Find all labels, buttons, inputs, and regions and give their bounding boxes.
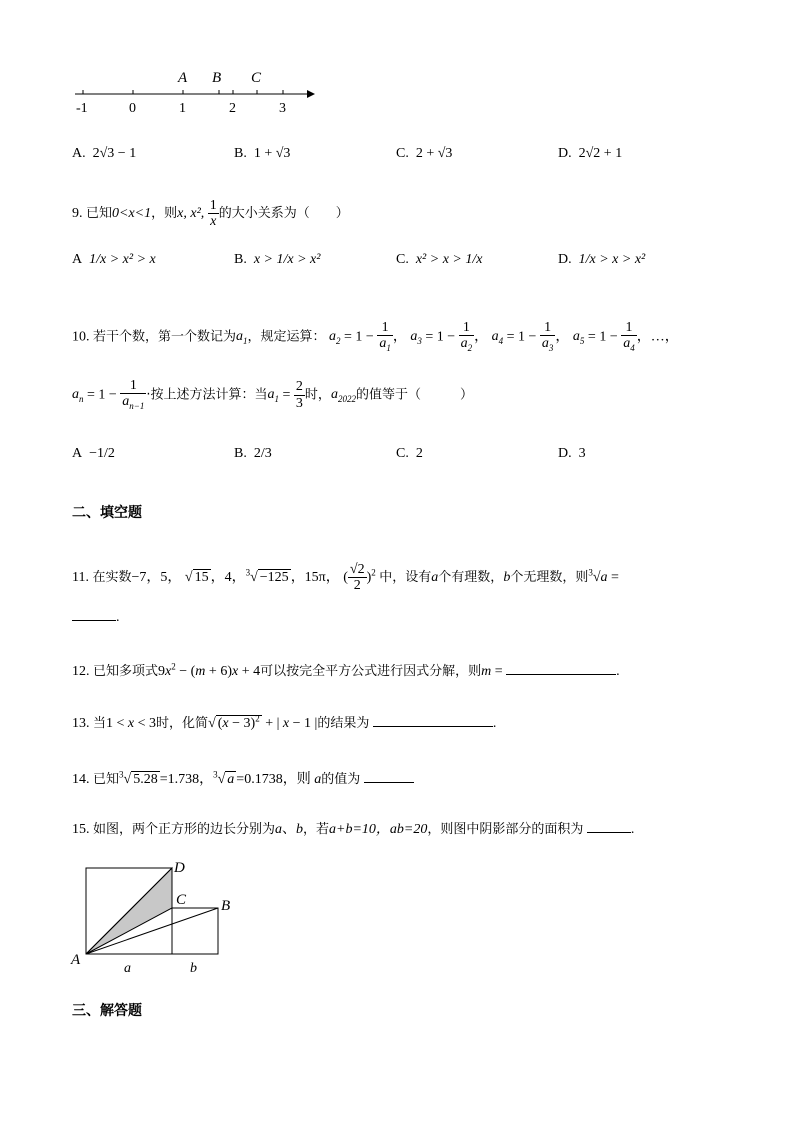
number-line-arrow — [307, 90, 315, 98]
option-text: 2√2 + 1 — [578, 146, 623, 161]
point-label-a: A — [178, 70, 188, 86]
q8-option-c[interactable] — [396, 146, 452, 162]
q10-option-b[interactable]: B. 2/3 — [234, 446, 272, 461]
q9-option-b[interactable]: B. x > 1/x > x² — [234, 252, 321, 267]
fraction-1-over-x: $\frac{1}{x}$ — [209, 198, 217, 230]
tick-label: -1 — [76, 101, 88, 116]
q9-option-a[interactable]: A 1/x > x² > x — [72, 252, 156, 267]
q11-answer-line: . — [72, 610, 120, 626]
label-b: B — [221, 898, 231, 914]
q15-stem: 15. 如图，两个正方形的边长分别为a、b，若a+b=10，ab=20，则图中阴影部分的面积为 . — [72, 822, 635, 837]
q10-stem-line2: $a_n = 1$ − $\frac{1}{a_{n-1}}$ ·按上述方法计算：当$a_1$ = $\frac{2}{3}$ 时，$a_{2022}$的值等于（ ） — [72, 378, 473, 412]
point-label-b: B — [212, 70, 222, 86]
q10-option-d[interactable]: D. 3 — [558, 446, 586, 461]
option-text: 2 + √3 — [415, 146, 453, 161]
q10-stem-line1: 10. 若干个数，第一个数记为$a_1$，规定运算： $a_2 = 1$ − $\frac{1}{a_1}$ ， $a_3 = 1$ − $\frac{1}{a_2}$ ， $a_4 = 1$ − $\frac{1}{a_3}$ ， $a_5 = 1$ − $\frac{1}{a_4}$ ，…， — [72, 320, 679, 354]
q9-option-d[interactable]: D. 1/x > x > x² — [558, 252, 646, 267]
option-letter: A. — [72, 146, 86, 161]
q11-stem: 11. 在实数−7，5， √ 15 ，4，$^3$√ −125 ，15π， ( $\frac{√2}{2}$ )$^2$ 中，设有a个有理数，b个无理数，则$^3$√a = — [72, 562, 619, 594]
tick-label: 0 — [129, 101, 136, 116]
answer-blank[interactable] — [72, 619, 116, 621]
label-side-a: a — [124, 961, 131, 976]
point-label-c: C — [251, 70, 262, 86]
small-square — [172, 908, 218, 954]
tick-label: 2 — [229, 101, 236, 116]
section-title-fill-blank: 二、填空题 — [72, 505, 142, 521]
label-a: A — [71, 952, 81, 968]
tick-label: 3 — [279, 101, 286, 116]
option-letter: C. — [396, 146, 409, 161]
answer-blank[interactable] — [506, 673, 616, 675]
answer-blank[interactable] — [373, 725, 493, 727]
label-d: D — [174, 860, 185, 876]
q8-option-d[interactable] — [558, 146, 622, 162]
q8-option-b[interactable] — [234, 146, 290, 162]
q12-stem: 12. 已知多项式$9x^2 - (m + 6)x + 4$可以按完全平方公式进行因式分解，则m = . — [72, 661, 620, 679]
label-c: C — [176, 892, 187, 908]
number-line-figure — [70, 62, 320, 117]
squares-figure — [66, 856, 246, 981]
section-title-solve: 三、解答题 — [72, 1003, 142, 1019]
q9-option-c[interactable]: C. x² > x > 1/x — [396, 252, 483, 267]
q13-stem: 13. 当1 < x < 3时，化简√ $(x - 3)^2$ + | x − 1 |的结果为 . — [72, 713, 497, 731]
option-letter: B. — [234, 146, 247, 161]
option-text: 2√3 − 1 — [92, 146, 137, 161]
q9-stem: 9. 已知0<x<1，则x, x², $\frac{1}{x}$ 的大小关系为（ ） — [72, 198, 349, 230]
answer-blank[interactable] — [364, 781, 414, 783]
option-text: 1 + √3 — [253, 146, 291, 161]
q10-option-a[interactable]: A −1/2 — [72, 446, 115, 461]
q8-option-a[interactable] — [72, 146, 136, 162]
option-letter: D. — [558, 146, 572, 161]
label-side-b: b — [190, 961, 197, 976]
tick-label: 1 — [179, 101, 186, 116]
answer-blank[interactable] — [587, 831, 631, 833]
q10-option-c[interactable]: C. 2 — [396, 446, 423, 461]
q14-stem: 14. 已知$^3$√ 5.28 =1.738，$^3$√ a =0.1738，则 a的值为 — [72, 768, 414, 788]
